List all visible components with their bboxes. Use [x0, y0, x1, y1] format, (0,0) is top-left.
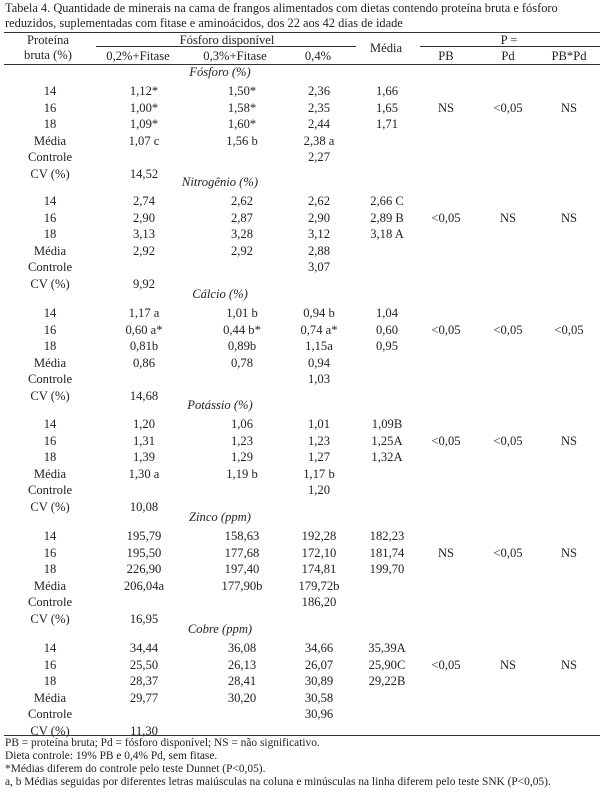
table-cell-c03: 1,56 b — [226, 133, 258, 148]
table-cell-c04: 172,10 — [301, 545, 337, 560]
table-cell-c03: 1,29 — [230, 450, 254, 465]
table-cell-c02: 1,39 — [132, 450, 156, 465]
table-cell-pb: <0,05 — [431, 433, 461, 448]
table-cell-c03: 0,78 — [230, 355, 254, 370]
table-cell-c02: 29,77 — [129, 690, 159, 705]
table-cell-pd: <0,05 — [493, 433, 523, 448]
table-cell-c02: 28,37 — [129, 674, 159, 689]
section-title: Cobre (ppm) — [187, 622, 253, 636]
table-cell-c03: 30,20 — [227, 690, 257, 705]
header-protein-line1: Proteína — [27, 33, 69, 47]
table-cell-c04: 34,66 — [304, 641, 334, 655]
table-cell-media: 1,04 — [375, 306, 399, 320]
table-cell-label: 14 — [43, 641, 57, 655]
table-cell-c04: 3,12 — [307, 227, 331, 242]
header-fosforo-group: Fósforo disponível — [179, 33, 275, 47]
table-caption: Tabela 4. Quantidade de minerais na cama de frangos alimentados com dietas contendo proteína bruta e fósforo reduzidos, suplementadas com fitase e aminoácidos, dos 22 aos 42 dias de idade — [5, 1, 558, 30]
table-cell-c03: 0,89b — [227, 339, 257, 354]
table-cell-c04: 0,74 a* — [300, 322, 338, 337]
header-pb: PB — [438, 49, 454, 63]
table-cell-label: Controle — [27, 260, 73, 275]
table-cell-c04: 1,03 — [307, 372, 331, 387]
table-cell-label: 16 — [43, 545, 57, 560]
table-cell-c03: 1,60* — [227, 117, 257, 132]
table-cell-pbpd: NS — [560, 433, 578, 448]
table-cell-label: Controle — [27, 707, 73, 722]
table-cell-c02: 34,44 — [129, 641, 159, 655]
table-cell-label: 16 — [43, 100, 57, 115]
table-cell-label: CV (%) — [30, 612, 70, 626]
table-cell-c02: 10,08 — [129, 500, 159, 514]
table-cell-media: 199,70 — [369, 562, 405, 577]
table-cell-c04: 1,20 — [307, 483, 331, 498]
table-cell-label: Média — [33, 355, 67, 370]
table-cell-media: 29,22B — [368, 674, 406, 689]
table-cell-c02: 0,86 — [132, 355, 156, 370]
table-cell-c04: 30,58 — [304, 690, 334, 705]
table-cell-label: 14 — [43, 417, 57, 431]
table-cell-c04: 1,01 — [307, 417, 331, 431]
table-cell-c02: 206,04a — [123, 578, 165, 593]
table-cell-c02: 14,68 — [129, 389, 159, 403]
table-cell-c04: 186,20 — [301, 595, 337, 610]
table-cell-c02: 1,09* — [129, 117, 159, 132]
table-cell-c03: 2,92 — [230, 243, 254, 258]
table-cell-label: Média — [33, 133, 67, 148]
table-cell-label: 16 — [43, 657, 57, 672]
table-cell-label: 18 — [43, 227, 57, 242]
table-cell-c04: 0,94 b — [303, 306, 335, 320]
table-cell-c04: 179,72b — [298, 578, 340, 593]
table-cell-media: 2,89 B — [370, 210, 404, 225]
table-cell-media: 0,60 — [375, 322, 399, 337]
table-cell-label: 18 — [43, 117, 57, 132]
table-cell-label: 14 — [43, 529, 57, 543]
section-title: Potássio (%) — [187, 398, 253, 412]
table-cell-c04: 26,07 — [304, 657, 334, 672]
table-cell-c03: 0,44 b* — [223, 322, 261, 337]
table-cell-pbpd: <0,05 — [554, 322, 584, 337]
table-cell-media: 0,95 — [375, 339, 399, 354]
table-cell-label: 16 — [43, 433, 57, 448]
table-cell-pbpd: NS — [560, 100, 578, 115]
header-protein-line2: bruta (%) — [24, 48, 72, 62]
table-cell-c03: 1,19 b — [226, 466, 258, 481]
table-cell-label: 16 — [43, 210, 57, 225]
table-cell-c03: 1,06 — [230, 417, 254, 431]
table-cell-pd: <0,05 — [493, 322, 523, 337]
table-cell-c02: 1,07 c — [128, 133, 160, 148]
table-cell-c04: 2,62 — [307, 194, 331, 208]
table-cell-c04: 192,28 — [301, 529, 337, 543]
table-cell-pd: NS — [499, 210, 517, 225]
table-cell-media: 35,39A — [368, 641, 406, 655]
table-cell-c03: 177,68 — [224, 545, 260, 560]
table-cell-label: 18 — [43, 450, 57, 465]
table-cell-label: Controle — [27, 372, 73, 387]
table-cell-c03: 36,08 — [227, 641, 257, 655]
table-cell-c02: 1,12* — [129, 84, 159, 98]
table-cell-media: 1,32A — [371, 450, 403, 465]
table-cell-label: 16 — [43, 322, 57, 337]
table-cell-pd: <0,05 — [493, 545, 523, 560]
header-pd: Pd — [501, 49, 515, 63]
footnote: PB = proteína bruta; Pd = fósforo disponível; NS = não significativo. — [5, 737, 320, 749]
table-cell-label: 18 — [43, 562, 57, 577]
table-cell-c04: 1,17 b — [303, 466, 335, 481]
table-cell-label: 18 — [43, 674, 57, 689]
table-cell-media: 2,66 C — [370, 194, 404, 208]
table-cell-c02: 1,20 — [132, 417, 156, 431]
table-cell-c02: 9,92 — [132, 277, 156, 291]
header-pbpd: PB*Pd — [551, 49, 587, 63]
table-cell-c04: 2,38 a — [303, 133, 335, 148]
section-title: Nitrogênio (%) — [181, 175, 259, 189]
table-cell-c04: 30,96 — [304, 707, 334, 722]
header-col-02: 0,2%+Fitase — [106, 49, 170, 63]
table-cell-c03: 2,87 — [230, 210, 254, 225]
table-cell-media: 181,74 — [369, 545, 405, 560]
section-title: Fósforo (%) — [189, 65, 251, 79]
table-cell-pb: NS — [437, 100, 455, 115]
table-cell-label: Média — [33, 243, 67, 258]
header-col-03: 0,3%+Fitase — [203, 49, 267, 63]
table-cell-media: 1,66 — [375, 84, 399, 98]
table-cell-c02: 195,50 — [126, 545, 162, 560]
table-cell-c02: 226,90 — [126, 562, 162, 577]
table-cell-c04: 30,89 — [304, 674, 334, 689]
table-cell-c03: 1,01 b — [226, 306, 258, 320]
table-cell-label: 14 — [43, 84, 57, 98]
header-p-group: P = — [500, 33, 518, 47]
table-cell-media: 1,65 — [375, 100, 399, 115]
section-title: Cálcio (%) — [192, 287, 248, 301]
table-cell-c02: 14,52 — [129, 167, 159, 181]
table-cell-label: 14 — [43, 194, 57, 208]
table-cell-c04: 2,36 — [307, 84, 331, 98]
table-cell-c03: 2,62 — [230, 194, 254, 208]
table-cell-c03: 1,23 — [230, 433, 254, 448]
table-cell-label: Média — [33, 466, 67, 481]
footnote: *Médias diferem do controle pelo teste Dunnet (P<0,05). — [5, 763, 266, 775]
table-cell-c04: 174,81 — [301, 562, 337, 577]
table-cell-c03: 177,90b — [221, 578, 263, 593]
table-cell-pb: <0,05 — [431, 322, 461, 337]
table-cell-label: CV (%) — [30, 167, 70, 181]
table-cell-pb: <0,05 — [431, 657, 461, 672]
footnote: a, b Médias seguidas por diferentes letras maiúsculas na coluna e minúsculas na linha diferem pelo teste SNK (P<0,05). — [5, 776, 551, 788]
table-cell-c02: 11,30 — [130, 724, 158, 738]
table-cell-label: CV (%) — [30, 389, 70, 403]
table-cell-media: 1,71 — [375, 117, 399, 132]
table-cell-label: 14 — [43, 306, 57, 320]
table-cell-c02: 1,31 — [132, 433, 156, 448]
table-cell-media: 1,09B — [371, 417, 403, 431]
footnote: Dieta controle: 19% PB e 0,4% Pd, sem fitase. — [5, 750, 218, 762]
table-cell-pbpd: NS — [560, 545, 578, 560]
header-col-04: 0,4% — [304, 49, 332, 63]
table-cell-c04: 2,90 — [307, 210, 331, 225]
table-cell-c03: 197,40 — [224, 562, 260, 577]
table-cell-pb: NS — [437, 545, 455, 560]
table-cell-c03: 1,50* — [227, 84, 257, 98]
table-cell-c04: 1,15a — [305, 339, 333, 354]
table-cell-c02: 3,13 — [132, 227, 156, 242]
table-cell-c03: 3,28 — [230, 227, 254, 242]
table-cell-pd: <0,05 — [493, 100, 523, 115]
table-cell-label: CV (%) — [30, 500, 70, 514]
table-cell-c04: 1,27 — [307, 450, 331, 465]
header-media: Média — [369, 41, 403, 55]
table-cell-label: Controle — [27, 150, 73, 165]
table-cell-media: 25,90C — [368, 657, 406, 672]
table-cell-c02: 1,17 a — [128, 306, 160, 320]
table-cell-label: CV (%) — [30, 724, 70, 738]
table-cell-c04: 2,44 — [307, 117, 331, 132]
header-bottom-rule — [4, 64, 600, 65]
table-cell-c02: 1,30 a — [128, 466, 160, 481]
table-cell-pd: NS — [499, 657, 517, 672]
table-cell-c02: 195,79 — [126, 529, 162, 543]
table-cell-c03: 158,63 — [224, 529, 260, 543]
table-cell-c03: 28,41 — [227, 674, 257, 689]
bottom-rule — [4, 735, 600, 736]
table-cell-media: 182,23 — [369, 529, 405, 543]
table-cell-pbpd: NS — [560, 657, 578, 672]
table-cell-c04: 3,07 — [307, 260, 331, 275]
table-cell-label: Controle — [27, 595, 73, 610]
table-cell-media: 3,18 A — [370, 227, 404, 242]
table-cell-c04: 2,88 — [307, 243, 331, 258]
table-cell-pbpd: NS — [560, 210, 578, 225]
table-cell-c02: 2,74 — [132, 194, 156, 208]
table-cell-label: 18 — [43, 339, 57, 354]
table-cell-c02: 1,00* — [129, 100, 159, 115]
table-cell-media: 1,25A — [371, 433, 403, 448]
table-cell-pb: <0,05 — [431, 210, 461, 225]
table-cell-c02: 0,60 a* — [125, 322, 163, 337]
table-cell-c03: 1,58* — [227, 100, 257, 115]
table-cell-c03: 26,13 — [227, 657, 257, 672]
table-cell-c02: 2,92 — [132, 243, 156, 258]
table-cell-c02: 16,95 — [129, 612, 159, 626]
table-cell-label: Média — [33, 578, 67, 593]
table-cell-c04: 2,27 — [307, 150, 331, 165]
table-cell-c02: 25,50 — [129, 657, 159, 672]
table-cell-c04: 0,94 — [307, 355, 331, 370]
table-cell-label: CV (%) — [30, 277, 70, 291]
table-cell-label: Controle — [27, 483, 73, 498]
table-cell-c02: 2,90 — [132, 210, 156, 225]
table-cell-label: Média — [33, 690, 67, 705]
table-cell-c02: 0,81b — [129, 339, 159, 354]
section-title: Zinco (ppm) — [189, 510, 251, 524]
table-cell-c04: 1,23 — [307, 433, 331, 448]
table-cell-c04: 2,35 — [307, 100, 331, 115]
